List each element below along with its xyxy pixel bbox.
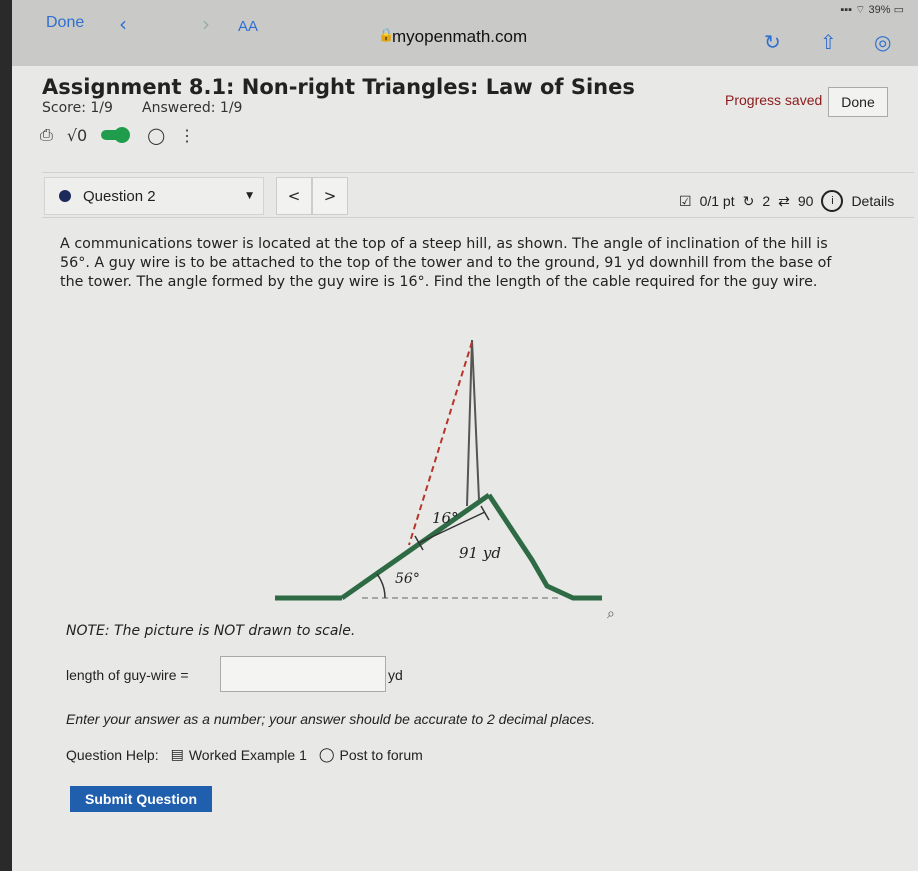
info-icon[interactable]: i [821, 190, 843, 212]
browser-toolbar [12, 0, 918, 66]
answered-text: Answered: 1/9 [142, 100, 243, 116]
worked-example-label: Worked Example 1 [188, 746, 307, 763]
tower-left-edge [467, 340, 472, 506]
print-icon[interactable]: ⎙ [40, 125, 53, 144]
math-toggle[interactable] [101, 130, 127, 140]
zoom-icon[interactable]: ⌕ [607, 606, 615, 620]
document-icon: ▤ [170, 746, 184, 762]
question-meta [679, 190, 894, 212]
browser-done-button[interactable]: Done [46, 14, 85, 31]
bottom-angle-arc [377, 574, 385, 598]
answer-label: length of guy-wire = [66, 667, 189, 683]
answer-input[interactable] [220, 656, 386, 692]
question-help [66, 746, 423, 763]
question-select[interactable] [44, 177, 264, 215]
answer-unit: yd [388, 667, 403, 683]
screen [12, 0, 918, 871]
assignment-toolbar [40, 122, 195, 148]
hill-right-slope [489, 495, 602, 598]
bottom-angle-label: 56° [395, 571, 420, 587]
back-icon[interactable]: ‹ [119, 12, 127, 36]
progress-status: Progress saved [725, 92, 823, 108]
submit-question-button[interactable]: Submit Question [70, 786, 212, 812]
lock-icon: 🔒 [378, 28, 395, 43]
chat-bubble-icon: ◯ [318, 746, 335, 762]
post-forum-link[interactable] [319, 746, 423, 763]
battery-percent: 39% [868, 4, 891, 16]
answer-instructions: Enter your answer as a number; your answer should be accurate to 2 decimal places. [66, 711, 596, 727]
attempts-icon: ↻ [742, 192, 755, 209]
battery-status: ▪▪▪ ⌔ 39% ▭ [840, 4, 904, 16]
assignment-title: Assignment 8.1: Non-right Triangles: Law of Sines [42, 75, 635, 99]
share-icon[interactable]: ⇧ [820, 30, 837, 54]
more-icon[interactable]: ⋮ [179, 125, 196, 145]
address-bar[interactable]: myopenmath.com [392, 27, 528, 46]
regen-count: 90 [797, 193, 814, 209]
tower-right-edge [472, 340, 479, 500]
prev-question-button[interactable]: < [276, 177, 312, 215]
scale-note: NOTE: The picture is NOT drawn to scale. [66, 623, 356, 639]
next-question-button[interactable]: > [312, 177, 348, 215]
top-angle-label: 16° [432, 509, 459, 527]
help-label: Question Help: [66, 746, 159, 763]
worked-example-link[interactable] [171, 746, 307, 763]
details-link[interactable]: Details [851, 193, 895, 209]
question-text: A communications tower is located at the top of a steep hill, as shown. The angle of inclination of the hill is 56°. A guy wire is to be attached to the top of the tower and to the ground, 91 yd downhill from the base of the tower. The angle formed by the guy wire is 16°. Find the length of the cable required for the guy wire. [60, 236, 832, 290]
compass-icon[interactable]: ◎ [874, 30, 892, 54]
distance-label: 91 yd [459, 544, 501, 562]
points-icon: ☑ [679, 192, 692, 209]
forward-icon[interactable]: › [202, 12, 210, 36]
text-size-button[interactable]: AA [238, 18, 259, 35]
regen-icon: ⇄ [778, 192, 790, 209]
question-status-dot [59, 190, 71, 202]
chat-icon[interactable]: ◯ [147, 125, 166, 145]
question-select-label: Question 2 [83, 187, 156, 205]
chevron-down-icon: ▼ [246, 191, 253, 201]
tower-diagram [267, 330, 627, 620]
attempts-count: 2 [762, 193, 771, 209]
question-bar [42, 172, 914, 218]
score-text: Score: 1/9 [42, 100, 113, 116]
done-button[interactable]: Done [828, 87, 888, 117]
reload-icon[interactable]: ↻ [764, 30, 781, 54]
math-input-icon[interactable]: √0 [66, 125, 88, 145]
points-text: 0/1 pt [699, 193, 735, 209]
post-forum-label: Post to forum [339, 746, 423, 763]
